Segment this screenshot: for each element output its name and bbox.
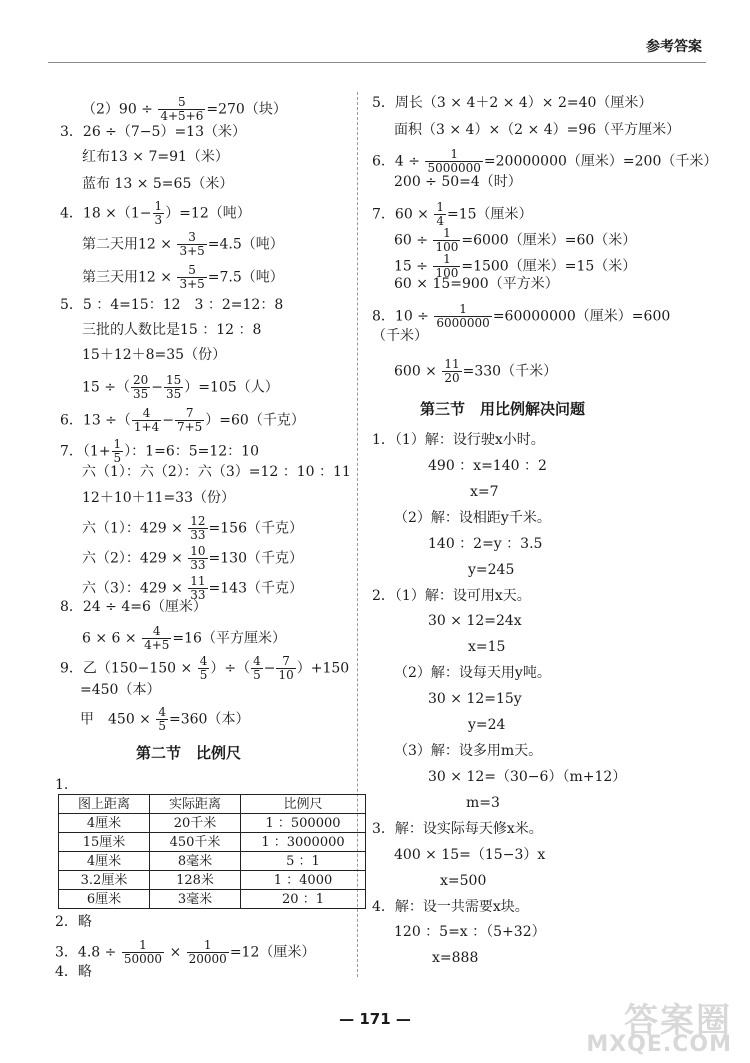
table-header: 实际距离 [150, 795, 241, 814]
right-solution-9: x=15 [468, 639, 506, 655]
table-cell: 3.2厘米 [59, 871, 150, 890]
right-line-8: 60 × 15=900（平方米） [394, 276, 559, 292]
right-line-1: 5．周长（3 × 4＋2 × 4）× 2=40（厘米） [372, 95, 653, 111]
table-cell: 3毫米 [150, 890, 241, 909]
table-cell: 6厘米 [59, 890, 150, 909]
right-solution-7: 2．（1）解：设可用x天。 [372, 588, 531, 604]
left-line-18: 六（3）：429 × $\frac{11}{33}$ =143（千克） [82, 574, 303, 602]
right-solution-6: y=245 [468, 562, 515, 578]
table-cell: 450千米 [150, 833, 241, 852]
left-line-12: 6．13 ÷（ $\frac{4}{1+4}$ − $\frac{7}{7+5}$ ）=60（千克） [60, 406, 305, 434]
table-header: 图上距离 [59, 795, 150, 814]
question-1-label: 1. [55, 777, 69, 793]
table-cell: 1 ：4000 [241, 871, 366, 890]
table-cell: 20千米 [150, 814, 241, 833]
left-line-1: （2）90 ÷ $\frac{5}{4+5+6}$ =270（块） [82, 95, 287, 123]
watermark-chinese: 答案圈 [624, 1001, 732, 1041]
question-3: 3．4.8 ÷ $\frac{1}{50000}$ × $\frac{1}{20000}$ =12（厘米） [55, 938, 316, 966]
left-line-10: 15＋12＋8=35（份） [82, 347, 227, 363]
table-row [59, 814, 366, 833]
right-solution-2: 490 ：x=140 ：2 [428, 458, 547, 474]
table-cell: 1 ：500000 [241, 814, 366, 833]
right-solution-4: （2）解：设相距y千米。 [394, 510, 551, 526]
right-solution-21: x=888 [432, 950, 479, 966]
right-line-7: 15 ÷ $\frac{1}{100}$ =1500（厘米）=15（米） [394, 252, 637, 280]
right-line-6: 60 ÷ $\frac{1}{100}$ =6000（厘米）=60（米） [394, 226, 637, 254]
watermark-url: MXQE.COM [586, 1032, 732, 1057]
left-line-5: 4．18 ×（1− $\frac{1}{3}$ ）=12（吨） [60, 199, 251, 227]
right-solution-16: 3．解：设实际每天修x米。 [372, 821, 543, 837]
left-line-20: 6 × 6 × $\frac{4}{4+5}$ =16（平方厘米） [82, 624, 286, 652]
section-3-title: 第三节 用比例解决问题 [420, 400, 586, 418]
table-cell: 20 ：1 [241, 890, 366, 909]
right-solution-3: x=7 [470, 484, 499, 500]
left-line-9: 三批的人数比是15 ：12 ：8 [82, 322, 262, 338]
page-header: 参考答案 [646, 39, 702, 55]
right-line-9: 8．10 ÷ $\frac{1}{6000000}$ =60000000（厘米）=600 [372, 302, 671, 330]
page-number: — 171 — [339, 1010, 411, 1028]
right-solution-8: 30 × 12=24x [428, 613, 522, 629]
right-solution-14: 30 × 12=（30−6）（m+12） [428, 769, 627, 785]
left-line-8: 5．5 ：4=15：12 3 ：2=12：8 [60, 297, 284, 313]
left-line-11: 15 ÷（ $\frac{20}{35}$ − $\frac{15}{35}$ ）=105（人） [82, 373, 279, 401]
left-line-19: 8．24 ÷ 4=6（厘米） [60, 599, 207, 615]
table-row [59, 871, 366, 890]
right-line-4: 200 ÷ 50=4（时） [394, 174, 522, 190]
right-solution-10: （2）解：设每天用y吨。 [394, 665, 551, 681]
left-line-13: 7．（1+ $\frac{1}{5}$ ）：1=6：5=12：10 [60, 437, 259, 465]
right-solution-15: m=3 [466, 795, 500, 811]
left-line-21: 9．乙（150−150 × $\frac{4}{5}$ ）÷（ $\frac{4}{5}$ − $\frac{7}{10}$ ）+150 [60, 654, 350, 682]
table-cell: 4厘米 [59, 852, 150, 871]
right-solution-13: （3）解：设多用m天。 [394, 743, 543, 759]
right-line-10: （千米） [372, 328, 428, 344]
left-line-14: 六（1）：六（2）：六（3）=12 ：10 ：11 [82, 464, 351, 480]
right-solution-12: y=24 [468, 717, 506, 733]
right-solution-19: 4．解：设一共需要x块。 [372, 899, 529, 915]
right-solution-20: 120 ：5=x ：（5+32） [394, 924, 546, 940]
question-4: 4．略 [55, 964, 92, 980]
right-solution-17: 400 × 15=（15−3）x [394, 847, 546, 863]
header-rule [48, 62, 706, 63]
left-line-6: 第二天用12 × $\frac{3}{3+5}$ =4.5（吨） [82, 230, 284, 258]
left-line-17: 六（2）：429 × $\frac{10}{33}$ =130（千克） [82, 544, 303, 572]
left-line-7: 第三天用12 × $\frac{5}{3+5}$ =7.5（吨） [82, 263, 284, 291]
table-row [59, 890, 366, 909]
left-line-23: 甲 450 × $\frac{4}{5}$ =360（本） [80, 705, 250, 733]
table-cell: 5 ：1 [241, 852, 366, 871]
table-cell: 128米 [150, 871, 241, 890]
table-cell: 8毫米 [150, 852, 241, 871]
right-line-5: 7．60 × $\frac{1}{4}$ =15（厘米） [372, 200, 533, 228]
table-cell: 1 ：3000000 [241, 833, 366, 852]
section-2-title: 第二节 比例尺 [136, 744, 242, 762]
table-header-row [59, 795, 366, 814]
table-cell: 4厘米 [59, 814, 150, 833]
right-line-3: 6．4 ÷ $\frac{1}{5000000}$ =20000000（厘米）=200（千米） [372, 147, 718, 175]
left-line-15: 12＋10＋11=33（份） [82, 490, 235, 506]
left-line-3: 红布13 × 7=91（米） [82, 149, 229, 165]
right-line-11: 600 × $\frac{11}{20}$ =330（千米） [394, 357, 558, 385]
left-line-2: 3．26 ÷（7−5）=13（米） [60, 124, 246, 140]
right-line-2: 面积（3 × 4）×（2 × 4）=96（平方厘米） [394, 122, 681, 138]
table-row [59, 852, 366, 871]
table-header: 比例尺 [241, 795, 366, 814]
question-2: 2．略 [55, 914, 92, 930]
right-solution-1: 1．（1）解：设行驶x小时。 [372, 432, 545, 448]
right-solution-5: 140 ：2=y ：3.5 [428, 536, 543, 552]
right-solution-18: x=500 [440, 873, 487, 889]
table-row [59, 833, 366, 852]
left-line-22: =450（本） [80, 682, 161, 698]
left-line-4: 蓝布 13 × 5=65（米） [82, 176, 234, 192]
right-solution-11: 30 × 12=15y [428, 691, 522, 707]
table-cell: 15厘米 [59, 833, 150, 852]
left-line-16: 六（1）：429 × $\frac{12}{33}$ =156（千克） [82, 514, 303, 542]
watermark [586, 1001, 732, 1057]
scale-table [58, 794, 366, 909]
